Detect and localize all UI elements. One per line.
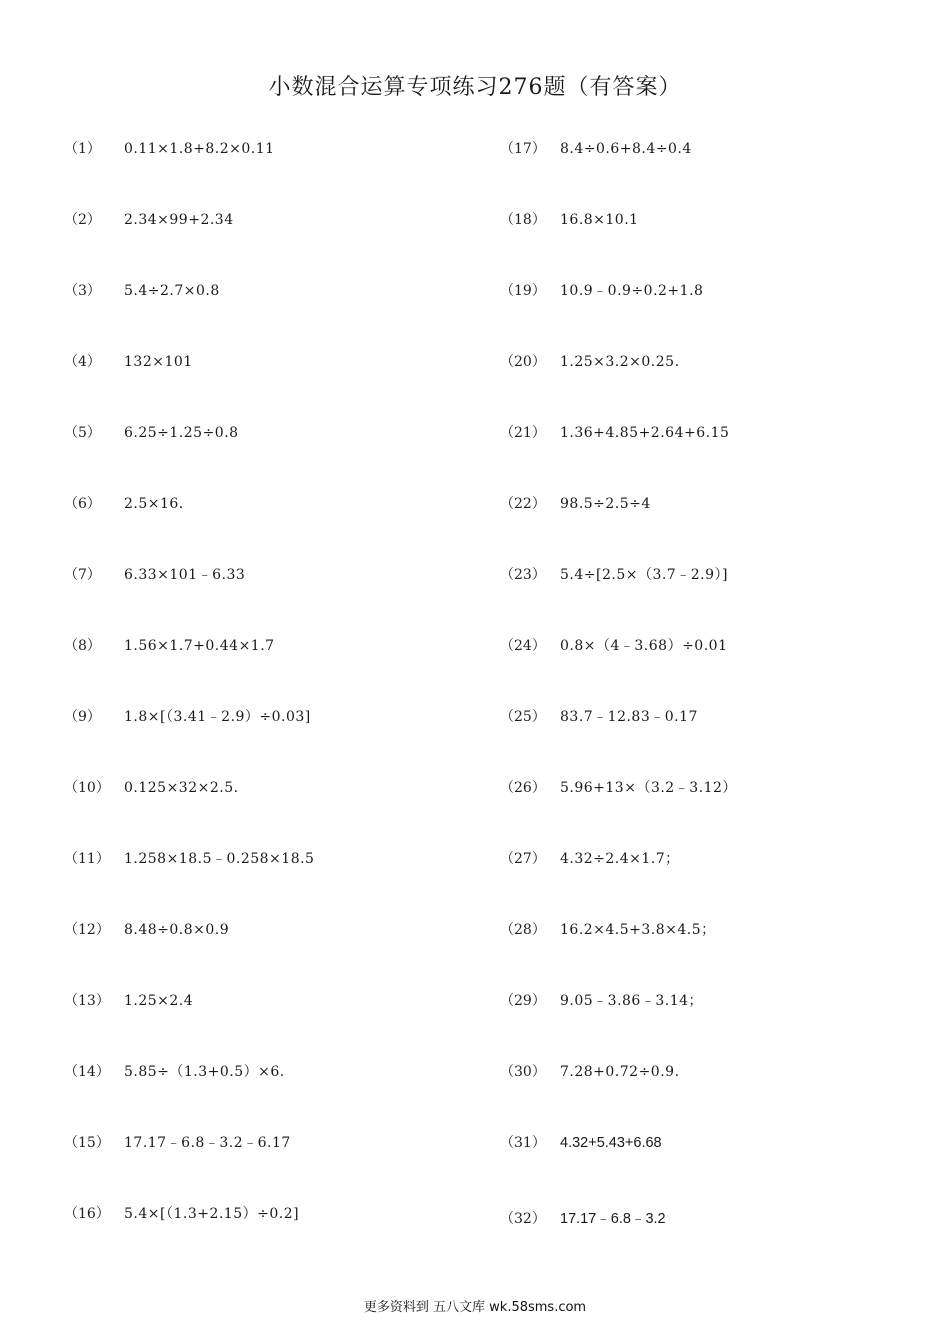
problem-number: （12） <box>64 922 110 938</box>
problem-number: （7） <box>64 567 101 583</box>
problem-expression: 1.36+4.85+2.64+6.15 <box>560 425 730 441</box>
problem-item <box>64 203 484 274</box>
problem-column-right <box>500 132 920 1273</box>
problem-number: （31） <box>500 1135 546 1151</box>
problem-number: （3） <box>64 283 101 299</box>
problem-expression: 17.17﹣6.8﹣3.2 <box>560 1211 666 1227</box>
problem-expression: 5.4÷2.7×0.8 <box>124 283 220 299</box>
problem-expression: 5.85÷（1.3+0.5）×6. <box>124 1064 285 1080</box>
problem-item <box>500 1202 920 1273</box>
problem-expression: 1.8×[（3.41﹣2.9）÷0.03] <box>124 709 311 725</box>
problem-item <box>500 1126 920 1197</box>
problem-number: （21） <box>500 425 546 441</box>
problem-expression: 6.33×101﹣6.33 <box>124 567 246 583</box>
problem-number: （17） <box>500 141 546 157</box>
problem-number: （25） <box>500 709 546 725</box>
problem-item <box>500 132 920 203</box>
problem-expression: 16.2×4.5+3.8×4.5； <box>560 922 716 938</box>
problem-number: （19） <box>500 283 546 299</box>
problem-number: （16） <box>64 1206 110 1222</box>
problem-expression: 9.05﹣3.86﹣3.14； <box>560 993 704 1009</box>
problem-expression: 5.4÷[2.5×（3.7﹣2.9）] <box>560 567 728 583</box>
problem-number: （6） <box>64 496 101 512</box>
problem-number: （29） <box>500 993 546 1009</box>
problem-item <box>64 132 484 203</box>
problem-item <box>500 984 920 1055</box>
problem-number: （32） <box>500 1211 546 1227</box>
problem-item <box>64 1126 484 1197</box>
problem-number: （30） <box>500 1064 546 1080</box>
problem-expression: 4.32÷2.4×1.7； <box>560 851 680 867</box>
problem-expression: 83.7﹣12.83﹣0.17 <box>560 709 698 725</box>
problem-item <box>500 345 920 416</box>
problem-item <box>64 1055 484 1126</box>
problem-number: （9） <box>64 709 101 725</box>
problem-number: （10） <box>64 780 110 796</box>
problem-item <box>500 487 920 558</box>
problem-item <box>500 700 920 771</box>
problem-item <box>64 842 484 913</box>
page-title: 小数混合运算专项练习276题（有答案） <box>268 75 682 100</box>
problem-item <box>64 629 484 700</box>
problem-item <box>64 274 484 345</box>
problem-item <box>500 1055 920 1126</box>
problem-number: （4） <box>64 354 101 370</box>
page-footer: 更多资料到 五八文库 wk.58sms.com <box>363 1300 587 1315</box>
problem-expression: 5.96+13×（3.2﹣3.12） <box>560 780 737 796</box>
problem-expression: 1.258×18.5﹣0.258×18.5 <box>124 851 315 867</box>
problem-expression: 5.4×[（1.3+2.15）÷0.2] <box>124 1206 300 1222</box>
problem-item <box>500 913 920 984</box>
problem-expression: 132×101 <box>124 354 193 370</box>
problem-expression: 0.8×（4﹣3.68）÷0.01 <box>560 638 728 654</box>
problem-item <box>64 1197 484 1268</box>
problem-expression: 8.48÷0.8×0.9 <box>124 922 230 938</box>
problem-number: （8） <box>64 638 101 654</box>
problem-item <box>500 416 920 487</box>
problem-expression: 0.11×1.8+8.2×0.11 <box>124 141 275 157</box>
problem-expression: 98.5÷2.5÷4 <box>560 496 651 512</box>
problem-column-left <box>64 132 484 1268</box>
problem-expression: 1.25×2.4 <box>124 993 194 1009</box>
problem-expression: 2.34×99+2.34 <box>124 212 234 228</box>
problem-expression: 1.56×1.7+0.44×1.7 <box>124 638 275 654</box>
problem-item <box>500 203 920 274</box>
problem-number: （14） <box>64 1064 110 1080</box>
problem-expression: 0.125×32×2.5. <box>124 780 239 796</box>
problem-number: （22） <box>500 496 546 512</box>
problem-number: （27） <box>500 851 546 867</box>
problem-item <box>64 558 484 629</box>
problem-expression: 2.5×16. <box>124 496 184 512</box>
problem-expression: 1.25×3.2×0.25. <box>560 354 680 370</box>
problem-number: （13） <box>64 993 110 1009</box>
problem-item <box>64 345 484 416</box>
problem-number: （15） <box>64 1135 110 1151</box>
problem-item <box>500 558 920 629</box>
problem-number: （1） <box>64 141 101 157</box>
problem-expression: 10.9﹣0.9÷0.2+1.8 <box>560 283 704 299</box>
problem-item <box>64 984 484 1055</box>
problem-expression: 8.4÷0.6+8.4÷0.4 <box>560 141 692 157</box>
problem-item <box>64 700 484 771</box>
problem-number: （28） <box>500 922 546 938</box>
problem-expression: 6.25÷1.25÷0.8 <box>124 425 239 441</box>
problem-item <box>500 771 920 842</box>
problem-item <box>500 629 920 700</box>
problem-number: （26） <box>500 780 546 796</box>
problem-number: （24） <box>500 638 546 654</box>
problem-item <box>64 913 484 984</box>
problem-number: （2） <box>64 212 101 228</box>
problem-item <box>64 771 484 842</box>
problem-number: （23） <box>500 567 546 583</box>
problem-expression: 7.28+0.72÷0.9. <box>560 1064 680 1080</box>
problem-number: （20） <box>500 354 546 370</box>
problem-number: （11） <box>64 851 110 867</box>
problem-item <box>64 487 484 558</box>
problem-expression: 4.32+5.43+6.68 <box>560 1135 662 1151</box>
problem-item <box>500 274 920 345</box>
problem-item <box>64 416 484 487</box>
problem-expression: 17.17﹣6.8﹣3.2﹣6.17 <box>124 1135 291 1151</box>
problem-expression: 16.8×10.1 <box>560 212 639 228</box>
problem-number: （5） <box>64 425 101 441</box>
problem-number: （18） <box>500 212 546 228</box>
problem-item <box>500 842 920 913</box>
